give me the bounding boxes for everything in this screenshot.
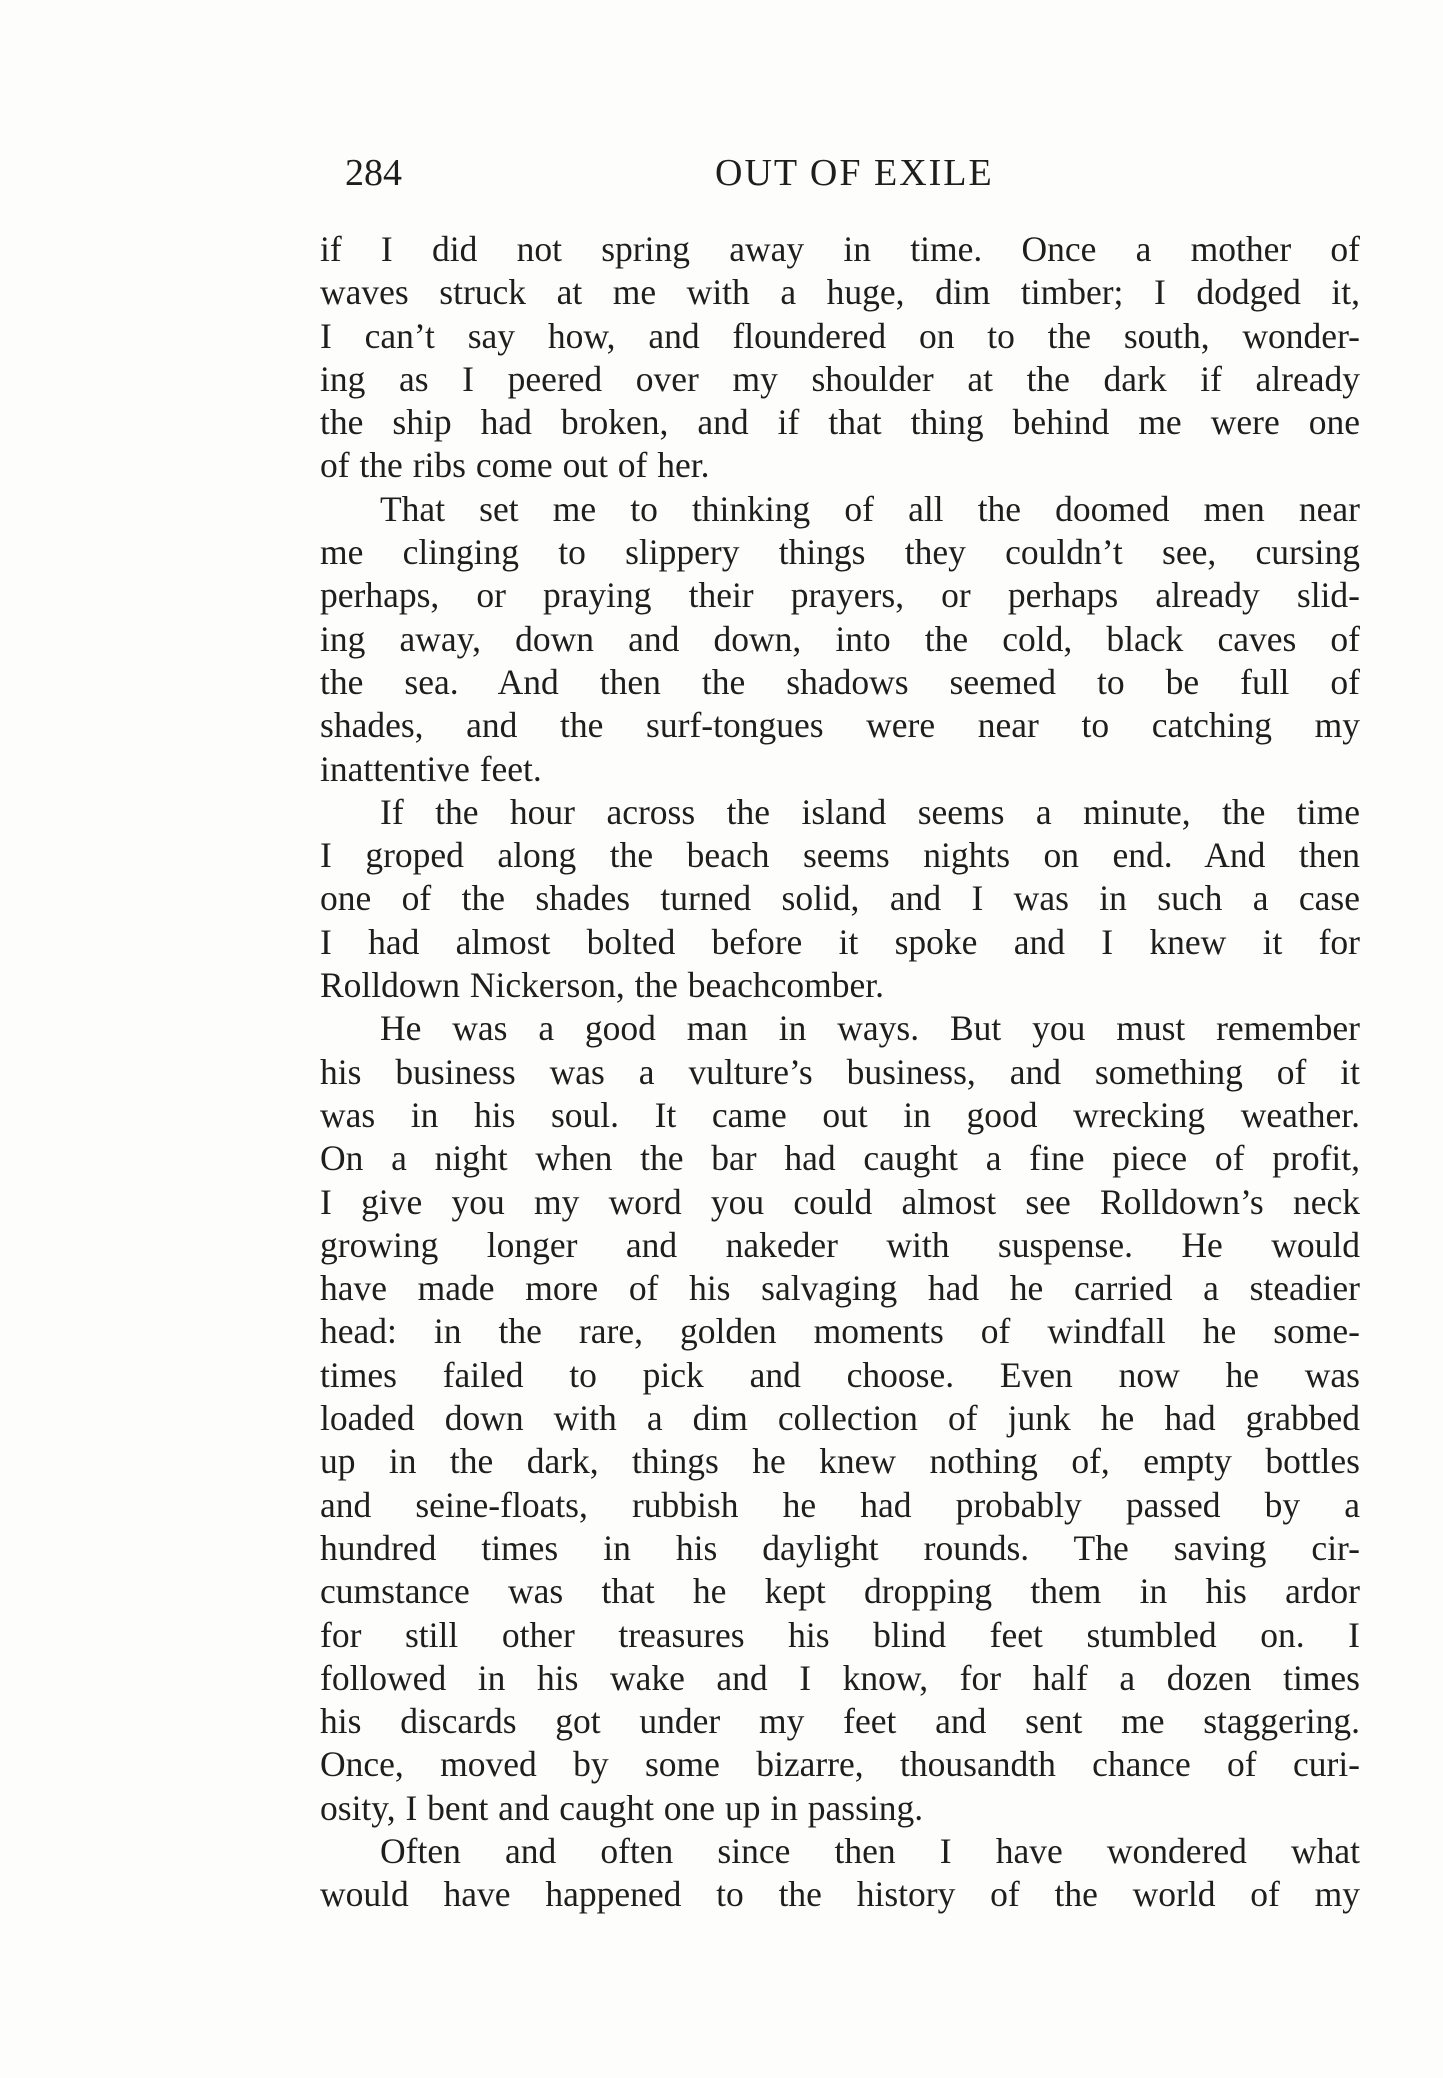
text-line: If the hour across the island seems a minute, the time bbox=[380, 791, 1360, 832]
text-line: perhaps, or praying their prayers, or perhaps already slid- bbox=[320, 575, 1360, 616]
text-line: up in the dark, things he knew nothing of, empty bottles bbox=[320, 1441, 1360, 1482]
text-line: shades, and the surf-tongues were near to catching my bbox=[320, 705, 1360, 746]
text-line: head: in the rare, golden moments of windfall he some- bbox=[320, 1311, 1360, 1352]
text-line: inattentive feet. bbox=[320, 748, 542, 789]
text-line: the ship had broken, and if that thing behind me were one bbox=[320, 402, 1360, 443]
page-number: 284 bbox=[345, 152, 402, 194]
text-line: osity, I bent and caught one up in passing. bbox=[320, 1787, 924, 1828]
text-line: would have happened to the history of the world of my bbox=[320, 1874, 1360, 1915]
text-line: I had almost bolted before it spoke and I knew it for bbox=[320, 921, 1360, 962]
page-header bbox=[345, 148, 1350, 198]
text-line: growing longer and nakeder with suspense. He would bbox=[320, 1224, 1360, 1265]
text-line: I groped along the beach seems nights on end. And then bbox=[320, 835, 1360, 876]
text-line: ing as I peered over my shoulder at the dark if already bbox=[320, 358, 1360, 399]
text-line: He was a good man in ways. But you must remember bbox=[380, 1008, 1360, 1049]
text-line: Often and often since then I have wondered what bbox=[380, 1830, 1360, 1871]
text-line: On a night when the bar had caught a fine piece of profit, bbox=[320, 1138, 1360, 1179]
text-line: cumstance was that he kept dropping them in his ardor bbox=[320, 1571, 1360, 1612]
text-line: followed in his wake and I know, for half a dozen times bbox=[320, 1657, 1360, 1698]
text-line: Once, moved by some bizarre, thousandth chance of curi- bbox=[320, 1744, 1360, 1785]
text-line: loaded down with a dim collection of junk he had grabbed bbox=[320, 1398, 1360, 1439]
text-line: for still other treasures his blind feet stumbled on. I bbox=[320, 1614, 1360, 1655]
text-line: hundred times in his daylight rounds. The saving cir- bbox=[320, 1527, 1360, 1568]
text-line: if I did not spring away in time. Once a mother of bbox=[320, 229, 1360, 269]
text-line: waves struck at me with a huge, dim timber; I dodged it, bbox=[320, 272, 1360, 313]
text-line: have made more of his salvaging had he carried a steadier bbox=[320, 1268, 1360, 1309]
text-line: I give you my word you could almost see Rolldown’s neck bbox=[320, 1181, 1360, 1222]
text-line: That set me to thinking of all the doomed men near bbox=[380, 488, 1360, 529]
text-line: times failed to pick and choose. Even now he was bbox=[320, 1354, 1360, 1395]
text-line: ing away, down and down, into the cold, black caves of bbox=[320, 618, 1360, 659]
text-line: was in his soul. It came out in good wrecking weather. bbox=[320, 1094, 1360, 1135]
running-title: OUT OF EXILE bbox=[715, 152, 994, 194]
text-line: the sea. And then the shadows seemed to be full of bbox=[320, 661, 1360, 702]
text-line: and seine-floats, rubbish he had probably passed by a bbox=[320, 1484, 1360, 1525]
text-line: me clinging to slippery things they couldn’t see, cursing bbox=[320, 532, 1360, 573]
text-line: one of the shades turned solid, and I was in such a case bbox=[320, 878, 1360, 919]
text-line: his discards got under my feet and sent me staggering. bbox=[320, 1701, 1360, 1742]
text-line: of the ribs come out of her. bbox=[320, 445, 710, 486]
text-line: Rolldown Nickerson, the beachcomber. bbox=[320, 965, 884, 1006]
text-line: I can’t say how, and floundered on to the south, wonder- bbox=[320, 315, 1360, 356]
body-text bbox=[320, 228, 1360, 1917]
text-line: his business was a vulture’s business, and something of it bbox=[320, 1051, 1360, 1092]
